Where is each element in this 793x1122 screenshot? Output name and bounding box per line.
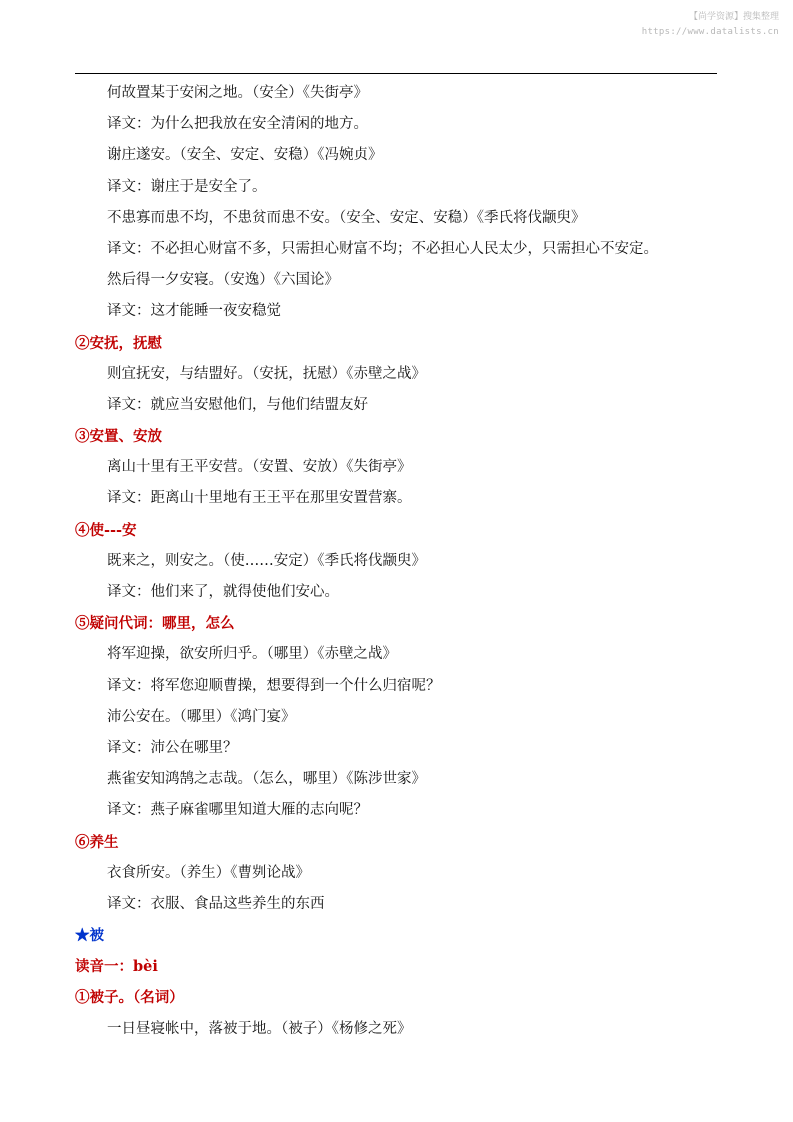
text-line: 谢庄遂安。（安全、安定、安稳）《冯婉贞》: [107, 147, 383, 164]
text-line: 将军迎操，欲安所归乎。（哪里）《赤壁之战》: [107, 646, 397, 663]
text-line: 然后得一夕安寝。（安逸）《六国论》: [107, 272, 339, 289]
section-heading: ⑤疑问代词：哪里，怎么: [75, 615, 235, 633]
text-line: 译文：燕子麻雀哪里知道大雁的志向呢？: [107, 802, 368, 819]
text-line: 译文：将军您迎顺曹操，想要得到一个什么归宿呢？: [107, 677, 441, 694]
text-line: 译文：为什么把我放在安全清闲的地方。: [107, 116, 368, 133]
text-line: 既来之，则安之。（使……安定）《季氏将伐颛臾》: [107, 552, 426, 569]
text-line: 燕雀安知鸿鹄之志哉。（怎么，哪里）《陈涉世家》: [107, 771, 426, 788]
text-line: 译文：沛公在哪里？: [107, 739, 238, 756]
text-line: 沛公安在。（哪里）《鸿门宴》: [107, 708, 296, 725]
section-heading: ④使---安: [75, 521, 137, 539]
section-heading: ③安置、安放: [75, 428, 162, 446]
text-line: 译文：衣服、食品这些养生的东西: [107, 895, 325, 912]
text-line: 译文：就应当安慰他们，与他们结盟友好: [107, 396, 368, 413]
text-line: 译文：这才能睡一夜安稳觉: [107, 303, 281, 320]
text-line: 一日昼寝帐中，落被于地。（被子）《杨修之死》: [107, 1020, 412, 1037]
text-line: 译文：距离山十里地有王王平在那里安置营寨。: [107, 490, 412, 507]
section-heading: 读音一：bèi: [75, 958, 158, 976]
text-line: 离山十里有王平安营。（安置、安放）《失街亭》: [107, 459, 412, 476]
document-body: [75, 78, 735, 1045]
watermark-brand: 【尚学资源】搜集整理: [688, 12, 779, 22]
text-line: 何故置某于安闲之地。（安全）《失街亭》: [107, 85, 368, 101]
text-line: 译文：谢庄于是安全了。: [107, 178, 267, 195]
text-line: 译文：他们来了，就得使他们安心。: [107, 584, 339, 600]
text-line: 衣食所安。（养生）《曹刿论战》: [107, 864, 310, 881]
section-heading: ②安抚，抚慰: [75, 334, 162, 352]
watermark-url: https://www.datalists.cn: [641, 27, 779, 37]
entry-heading: ★被: [75, 927, 104, 945]
header-rule: [75, 73, 717, 74]
text-line: 译文：不必担心财富不多，只需担心财富不均；不必担心人民太少，只需担心不安定。: [107, 240, 658, 257]
watermark: [642, 10, 779, 40]
section-heading: ⑥养生: [75, 833, 119, 851]
section-heading: ①被子。（名词）: [75, 989, 184, 1007]
text-line: 不患寡而患不均，不患贫而患不安。（安全、安定、安稳）《季氏将伐颛臾》: [107, 209, 586, 226]
text-line: 则宜抚安，与结盟好。（安抚，抚慰）《赤壁之战》: [107, 365, 426, 382]
